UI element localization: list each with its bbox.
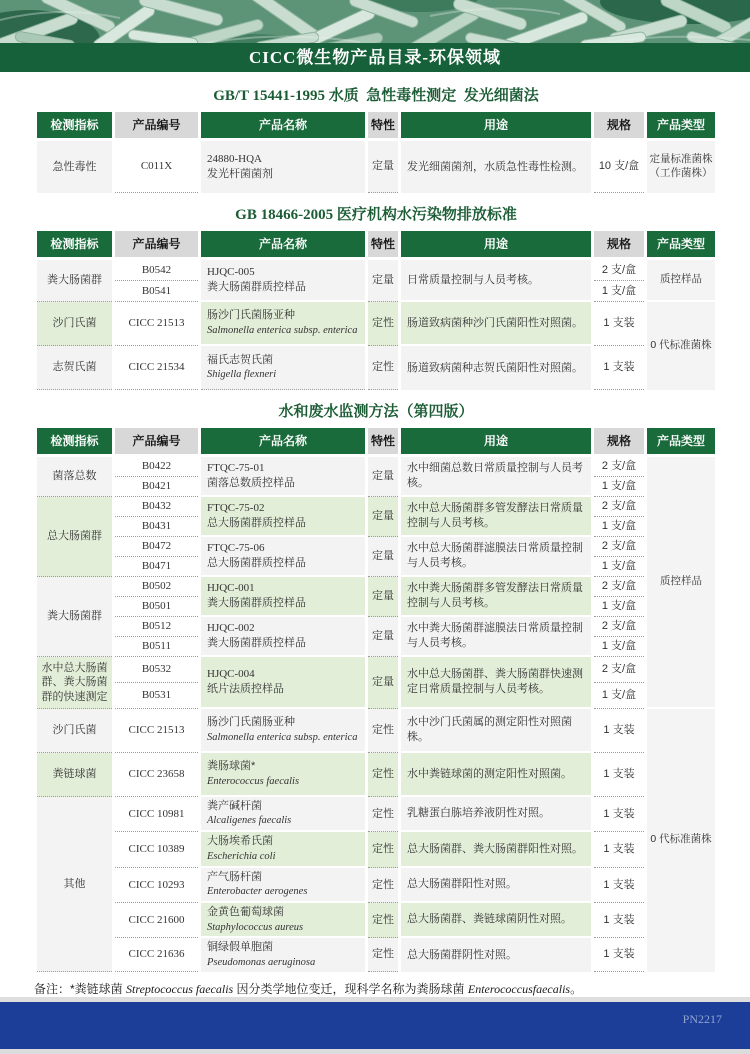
- footer-bottom-strip: [0, 1049, 750, 1054]
- column-header: 特性: [368, 231, 398, 260]
- table-cell: 1 支装: [594, 302, 644, 346]
- table-cell: CICC 21513: [115, 709, 198, 753]
- table-cell: 2 支/盒: [594, 617, 644, 637]
- table-cell: 水中粪大肠菌群多管发酵法日常质量控制与人员考核。: [401, 577, 591, 617]
- table-cell: 产气肠杆菌 Enterobacter aerogenes: [201, 868, 365, 903]
- table-cell: 其他: [37, 797, 112, 972]
- column-header: 产品编号: [115, 231, 198, 260]
- column-header: 产品类型: [647, 112, 715, 141]
- table-cell: 定量: [368, 457, 398, 497]
- table-cell: 2 支/盒: [594, 497, 644, 517]
- table-cell: B0472: [115, 537, 198, 557]
- table-cell: 总大肠菌群、粪链球菌阴性对照。: [401, 903, 591, 938]
- table-cell: 定性: [368, 709, 398, 753]
- table-cell: 1 支装: [594, 346, 644, 390]
- table-cell: 1 支装: [594, 753, 644, 797]
- table-cell: 1 支装: [594, 868, 644, 903]
- column-header: 检测指标: [37, 428, 112, 457]
- table-cell: CICC 21636: [115, 938, 198, 971]
- table-cell: 沙门氏菌: [37, 709, 112, 753]
- footnote-latin-new-name: Enterococcusfaecalis: [467, 981, 571, 996]
- table-cell: 定性: [368, 832, 398, 867]
- table-cell: 日常质量控制与人员考核。: [401, 260, 591, 302]
- column-header: 产品类型: [647, 231, 715, 260]
- table-cell: 粪肠球菌* Enterococcus faecalis: [201, 753, 365, 797]
- table-cell: 定性: [368, 753, 398, 797]
- table-cell: 1 支/盒: [594, 683, 644, 709]
- column-header: 产品名称: [201, 112, 365, 141]
- table-cell: 定量: [368, 577, 398, 617]
- table-cell: B0541: [115, 281, 198, 302]
- table-cell: 总大肠菌群阴性对照。: [401, 938, 591, 971]
- table-cell: 粪大肠菌群: [37, 260, 112, 302]
- table-cell: 2 支/盒: [594, 260, 644, 281]
- table-cell: B0542: [115, 260, 198, 281]
- table-cell: CICC 10293: [115, 868, 198, 903]
- table-cell: HJQC-002 粪大肠菌群质控样品: [201, 617, 365, 657]
- table-cell: 肠道致病菌种沙门氏菌阳性对照菌。: [401, 302, 591, 346]
- column-header: 产品编号: [115, 428, 198, 457]
- column-header: 产品名称: [201, 231, 365, 260]
- table-cell: 大肠埃希氏菌 Escherichia coli: [201, 832, 365, 867]
- column-header: 规格: [594, 428, 644, 457]
- table-cell: 金黄色葡萄球菌 Staphylococcus aureus: [201, 903, 365, 938]
- water-monitoring-table: [34, 428, 718, 972]
- table-cell: 1 支/盒: [594, 517, 644, 537]
- table-cell: HJQC-001 粪大肠菌群质控样品: [201, 577, 365, 617]
- table-cell: 定性: [368, 346, 398, 390]
- page-number-code: PN2217: [682, 1012, 722, 1027]
- table-cell: 肠道致病菌种志贺氏菌阳性对照菌。: [401, 346, 591, 390]
- table-cell: 10 支/盒: [594, 141, 644, 193]
- table-cell: 沙门氏菌: [37, 302, 112, 346]
- footnote-latin-old-name: Streptococcus faecalis: [126, 981, 234, 996]
- table-cell: 菌落总数: [37, 457, 112, 497]
- column-header: 规格: [594, 112, 644, 141]
- table-cell: B0471: [115, 557, 198, 577]
- table-cell: 定性: [368, 903, 398, 938]
- table-cell: 福氏志贺氏菌 Shigella flexneri: [201, 346, 365, 390]
- table-cell: 0 代标准菌株: [647, 709, 715, 972]
- acute-toxicity-table: [34, 112, 718, 193]
- table-cell: 定量: [368, 497, 398, 537]
- table-cell: 总大肠菌群、粪大肠菌群阳性对照。: [401, 832, 591, 867]
- table-cell: 定量: [368, 260, 398, 302]
- table-cell: 总大肠菌群: [37, 497, 112, 577]
- table-cell: 水中总大肠菌群、粪大肠菌群快速测定日常质量控制与人员考核。: [401, 657, 591, 709]
- table-cell: 质控样品: [647, 260, 715, 302]
- column-header: 规格: [594, 231, 644, 260]
- table-cell: 1 支/盒: [594, 557, 644, 577]
- table-cell: 总大肠菌群阳性对照。: [401, 868, 591, 903]
- table-cell: 水中总大肠菌群多管发酵法日常质量控制与人员考核。: [401, 497, 591, 537]
- table-cell: 乳糖蛋白胨培养液阴性对照。: [401, 797, 591, 832]
- section-title-water-monitoring: 水和废水监测方法（第四版）: [278, 403, 474, 420]
- table-cell: 粪链球菌: [37, 753, 112, 797]
- column-header: 产品名称: [201, 428, 365, 457]
- table-cell: B0421: [115, 477, 198, 497]
- table-cell: 定量: [368, 657, 398, 709]
- table-cell: 定性: [368, 797, 398, 832]
- table-cell: 1 支/盒: [594, 637, 644, 657]
- table-cell: CICC 23658: [115, 753, 198, 797]
- table-cell: 1 支装: [594, 832, 644, 867]
- table-cell: 2 支/盒: [594, 657, 644, 683]
- table-cell: 水中粪大肠菌群滤膜法日常质量控制与人员考核。: [401, 617, 591, 657]
- table-cell: 定性: [368, 868, 398, 903]
- table-cell: 1 支/盒: [594, 477, 644, 497]
- table-cell: 水中粪链球菌的测定阳性对照菌。: [401, 753, 591, 797]
- table-cell: 1 支/盒: [594, 597, 644, 617]
- table-cell: 水中沙门氏菌属的测定阳性对照菌株。: [401, 709, 591, 753]
- table-cell: B0531: [115, 683, 198, 709]
- table-cell: 24880-HQA 发光杆菌菌剂: [201, 141, 365, 193]
- table-cell: 0 代标准菌株: [647, 302, 715, 390]
- table-cell: FTQC-75-06 总大肠菌群质控样品: [201, 537, 365, 577]
- column-header: 用途: [401, 112, 591, 141]
- table-cell: HJQC-004 纸片法质控样品: [201, 657, 365, 709]
- table-cell: CICC 21600: [115, 903, 198, 938]
- column-header: 用途: [401, 428, 591, 457]
- table-cell: 1 支装: [594, 709, 644, 753]
- table-cell: B0501: [115, 597, 198, 617]
- table-cell: 肠沙门氏菌肠亚种 Salmonella enterica subsp. enterica: [201, 709, 365, 753]
- section-title-acute-toxicity: GB/T 15441-1995 水质 急性毒性测定 发光细菌法: [213, 87, 539, 104]
- table-cell: 肠沙门氏菌肠亚种 Salmonella enterica subsp. enterica: [201, 302, 365, 346]
- table-cell: B0512: [115, 617, 198, 637]
- table-cell: 急性毒性: [37, 141, 112, 193]
- table-cell: 质控样品: [647, 457, 715, 709]
- table-cell: 定性: [368, 938, 398, 971]
- table-cell: 定量: [368, 141, 398, 193]
- table-cell: B0502: [115, 577, 198, 597]
- table-cell: 2 支/盒: [594, 457, 644, 477]
- table-cell: 水中细菌总数日常质量控制与人员考核。: [401, 457, 591, 497]
- column-header: 特性: [368, 428, 398, 457]
- table-cell: B0511: [115, 637, 198, 657]
- table-cell: B0431: [115, 517, 198, 537]
- table-cell: 定量: [368, 537, 398, 577]
- table-cell: 定量标准菌株 （工作菌株）: [647, 141, 715, 193]
- table-cell: 2 支/盒: [594, 537, 644, 557]
- table-cell: FTQC-75-01 菌落总数质控样品: [201, 457, 365, 497]
- table-cell: 发光细菌菌剂，水质急性毒性检测。: [401, 141, 591, 193]
- section-title-medical-wastewater: GB 18466-2005 医疗机构水污染物排放标准: [235, 206, 517, 223]
- table-cell: CICC 10981: [115, 797, 198, 832]
- table-cell: C011X: [115, 141, 198, 193]
- table-cell: 志贺氏菌: [37, 346, 112, 390]
- table-cell: 1 支装: [594, 903, 644, 938]
- column-header: 产品编号: [115, 112, 198, 141]
- table-cell: 2 支/盒: [594, 577, 644, 597]
- bacteria-banner-image: [0, 0, 750, 43]
- table-cell: B0422: [115, 457, 198, 477]
- footnote: 备注：*粪链球菌 Streptococcus faecalis 因分类学地位变迁，现科学名称为粪肠球菌 Enterococcusfaecalis。: [34, 981, 583, 996]
- column-header: 用途: [401, 231, 591, 260]
- table-cell: 1 支装: [594, 797, 644, 832]
- table-cell: 定性: [368, 302, 398, 346]
- medical-wastewater-table: [34, 231, 718, 390]
- content-area: [0, 72, 750, 997]
- table-cell: 铜绿假单胞菌 Pseudomonas aeruginosa: [201, 938, 365, 971]
- table-cell: 水中总大肠菌群滤膜法日常质量控制与人员考核。: [401, 537, 591, 577]
- column-header: 检测指标: [37, 231, 112, 260]
- table-cell: CICC 21513: [115, 302, 198, 346]
- table-cell: 1 支/盒: [594, 281, 644, 302]
- table-cell: 定量: [368, 617, 398, 657]
- table-cell: 水中总大肠菌群、粪大肠菌群的快速测定: [37, 657, 112, 709]
- table-cell: B0532: [115, 657, 198, 683]
- table-cell: 1 支装: [594, 938, 644, 971]
- table-cell: FTQC-75-02 总大肠菌群质控样品: [201, 497, 365, 537]
- table-cell: CICC 10389: [115, 832, 198, 867]
- column-header: 特性: [368, 112, 398, 141]
- table-cell: 粪产碱杆菌 Alcaligenes faecalis: [201, 797, 365, 832]
- column-header: 检测指标: [37, 112, 112, 141]
- table-cell: HJQC-005 粪大肠菌群质控样品: [201, 260, 365, 302]
- footer-bar: [0, 1002, 750, 1048]
- table-cell: B0432: [115, 497, 198, 517]
- table-cell: 粪大肠菌群: [37, 577, 112, 657]
- table-cell: CICC 21534: [115, 346, 198, 390]
- column-header: 产品类型: [647, 428, 715, 457]
- footnote-text: 备注：*粪链球菌: [34, 981, 127, 996]
- page-title: CICC微生物产品目录-环保领域: [0, 43, 750, 72]
